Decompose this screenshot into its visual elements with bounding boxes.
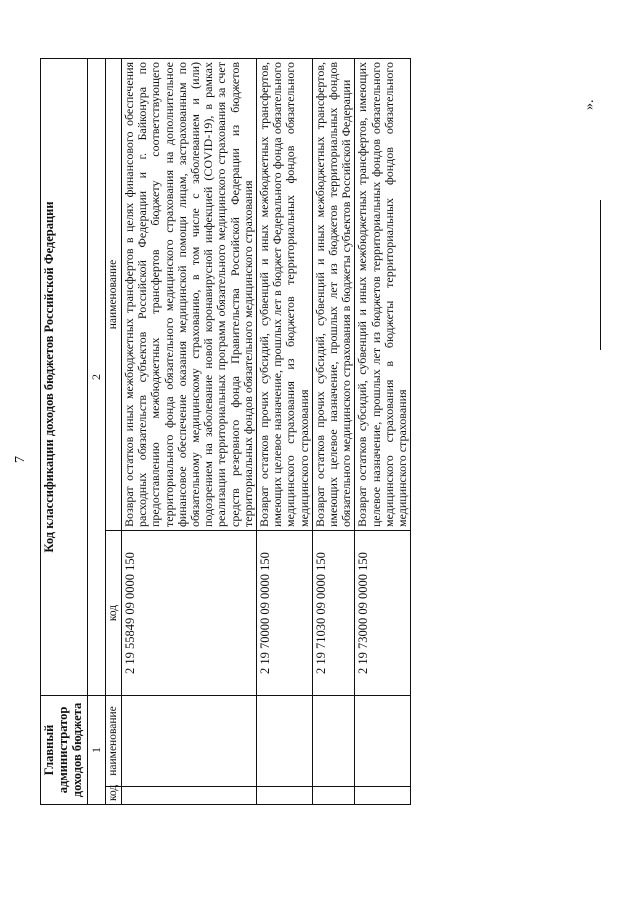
col1-number: 1 [88, 696, 106, 805]
code-cell: 2 19 70000 09 0000 150 [257, 531, 313, 696]
header-row [41, 58, 88, 804]
signature-line [590, 200, 601, 350]
col2-number: 2 [88, 58, 106, 695]
admin-name-label: наименование [106, 696, 122, 787]
budget-classification-table [40, 58, 411, 805]
admin-code-cell [122, 787, 257, 805]
admin-code-cell [257, 787, 313, 805]
classification-header: Код классификации доходов бюджетов Российской Федерации [41, 58, 88, 695]
admin-code-cell [355, 787, 411, 805]
page-number: 7 [13, 456, 28, 463]
table-row [257, 58, 313, 804]
name-cell: Возврат остатков иных межбюджетных трансфертов в целях финансового обеспечения расходных обязательств субъектов Российской Федерации и г. Байконура по предоставлению межбюджетных трансфертов бюджету соответствующего территориального фонда обязательного медицинского страхования на дополнительное финансовое обеспечение оказания медицинской помощи лицам, застрахованным по обязательному медицинскому страхованию, в том числе с заболеванием и (или) подозрением на заболевание новой коронавирусной инфекцией (COVID-19), в рамках реализации территориальных программ обязательного медицинского страхования за счет средств резервного фонда Правительства Российской Федерации из бюджетов территориальных фондов обязательного медицинского страхования [122, 58, 257, 530]
name-cell: Возврат остатков субсидий, субвенций и иных межбюджетных трансфертов, имеющих целевое назначение, прошлых лет из бюджетов территориальных фондов обязательного медицинского страхования в бюджеты территориальных фондов обязательного медицинского страхования [355, 58, 411, 530]
admin-name-cell [312, 696, 355, 787]
closing-quote: ». [582, 99, 597, 110]
table-row [122, 58, 257, 804]
name-cell: Возврат остатков прочих субсидий, субвенций и иных межбюджетных трансфертов, имеющих целевое назначение, прошлых лет из бюджетов территориальных фондов обязательного медицинского страхования в бюджеты субъектов Российской Федерации [312, 58, 355, 530]
table-row [312, 58, 355, 804]
admin-code-label: код [106, 787, 122, 805]
admin-header: Главный администратор доходов бюджета [41, 696, 88, 805]
admin-name-cell [355, 696, 411, 787]
name-cell: Возврат остатков прочих субсидий, субвенций и иных межбюджетных трансфертов, имеющих целевое назначение, прошлых лет в бюджет Федерального фонда обязательного медицинского страхования из бюджетов территориальных фондов обязательного медицинского страхования [257, 58, 313, 530]
code-cell: 2 19 73000 09 0000 150 [355, 531, 411, 696]
column-number-row [88, 58, 106, 804]
code-cell: 2 19 55849 09 0000 150 [122, 531, 257, 696]
table-row [355, 58, 411, 804]
admin-name-cell [257, 696, 313, 787]
name-label: наименование [106, 58, 122, 530]
code-cell: 2 19 71030 09 0000 150 [312, 531, 355, 696]
code-label: код [106, 531, 122, 696]
admin-name-cell [122, 696, 257, 787]
column-label-row [106, 58, 122, 804]
admin-code-cell [312, 787, 355, 805]
